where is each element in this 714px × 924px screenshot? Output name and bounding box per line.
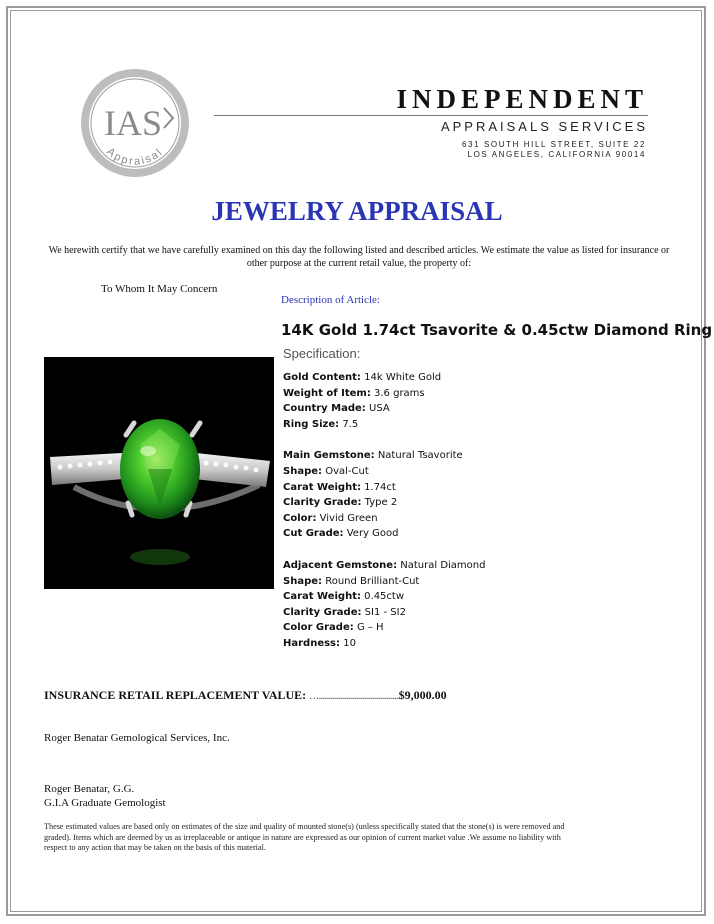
spec-row-hardness: Hardness: 10 [283,637,356,649]
specification-label: Specification: [283,346,361,361]
appraiser-company: Roger Benatar Gemological Services, Inc. [44,732,230,744]
company-subtitle: APPRAISALS SERVICES [440,119,648,134]
address-line-1: 631 SOUTH HILL STREET, SUITE 22 [461,140,646,149]
spec-row-adjacent-clarity: Clarity Grade: SI1 - SI2 [283,606,406,618]
spec-row-adjacent-gemstone: Adjacent Gemstone: Natural Diamond [283,559,486,571]
signer-name: Roger Benatar, G.G. [44,783,135,795]
insurance-value-leader: …........................................ [309,691,399,702]
item-title: 14K Gold 1.74ct Tsavorite & 0.45ctw Diamond Ring [281,321,713,339]
spec-row-color: Color: Vivid Green [283,512,378,524]
spec-row-adjacent-carat: Carat Weight: 0.45ctw [283,591,405,603]
recipient: To Whom It May Concern [101,283,218,295]
company-name: INDEPENDENT [396,84,648,114]
insurance-value-line [44,688,644,703]
signer-title: G.I.A Graduate Gemologist [44,797,166,809]
spec-row-carat-weight: Carat Weight: 1.74ct [283,481,396,493]
specifications [283,370,485,652]
document-title: JEWELRY APPRAISAL [211,196,503,226]
spec-row-adjacent-color: Color Grade: G – H [283,622,384,634]
spec-row-weight: Weight of Item: 3.6 grams [283,387,425,399]
logo-ring-text: Appraisal [104,145,166,168]
description-label: Description of Article: [281,294,380,306]
spec-row-shape: Shape: Oval-Cut [283,465,369,477]
insurance-value-amount: $9,000.00 [398,688,447,702]
certification-text: We herewith certify that we have carefully examined on this day the following listed and described articles. We estimate the value as listed for insurance or other purpose at the current retail value, the property of: [48,245,670,269]
disclaimer: These estimated values are based only on estimates of the size and quality of mounted stone(s) (unless specifically stated that the stone(s) is were removed and graded). Items which are deemed by us as irreplaceable or antique in nature are expressed as our opinion of current market value .We assume no liability with respect to any action that may be taken on the basis of this material. [44,822,565,852]
address-line-2: LOS ANGELES, CALIFORNIA 90014 [467,150,646,159]
spec-row-gold-content: Gold Content: 14k White Gold [283,372,442,383]
insurance-value-label: INSURANCE RETAIL REPLACEMENT VALUE: [44,688,307,702]
spec-row-ring-size: Ring Size: 7.5 [283,418,359,430]
ias-logo [78,66,192,180]
spec-row-main-gemstone: Main Gemstone: Natural Tsavorite [283,450,463,462]
spec-row-country: Country Made: USA [283,403,390,415]
header-divider [214,115,648,116]
company-address [330,140,646,160]
ring-photo [44,357,274,589]
logo-text: IAS [103,103,163,143]
spec-row-clarity: Clarity Grade: Type 2 [283,497,398,509]
spec-row-cut-grade: Cut Grade: Very Good [283,528,399,540]
spec-row-adjacent-shape: Shape: Round Brilliant-Cut [283,575,420,587]
